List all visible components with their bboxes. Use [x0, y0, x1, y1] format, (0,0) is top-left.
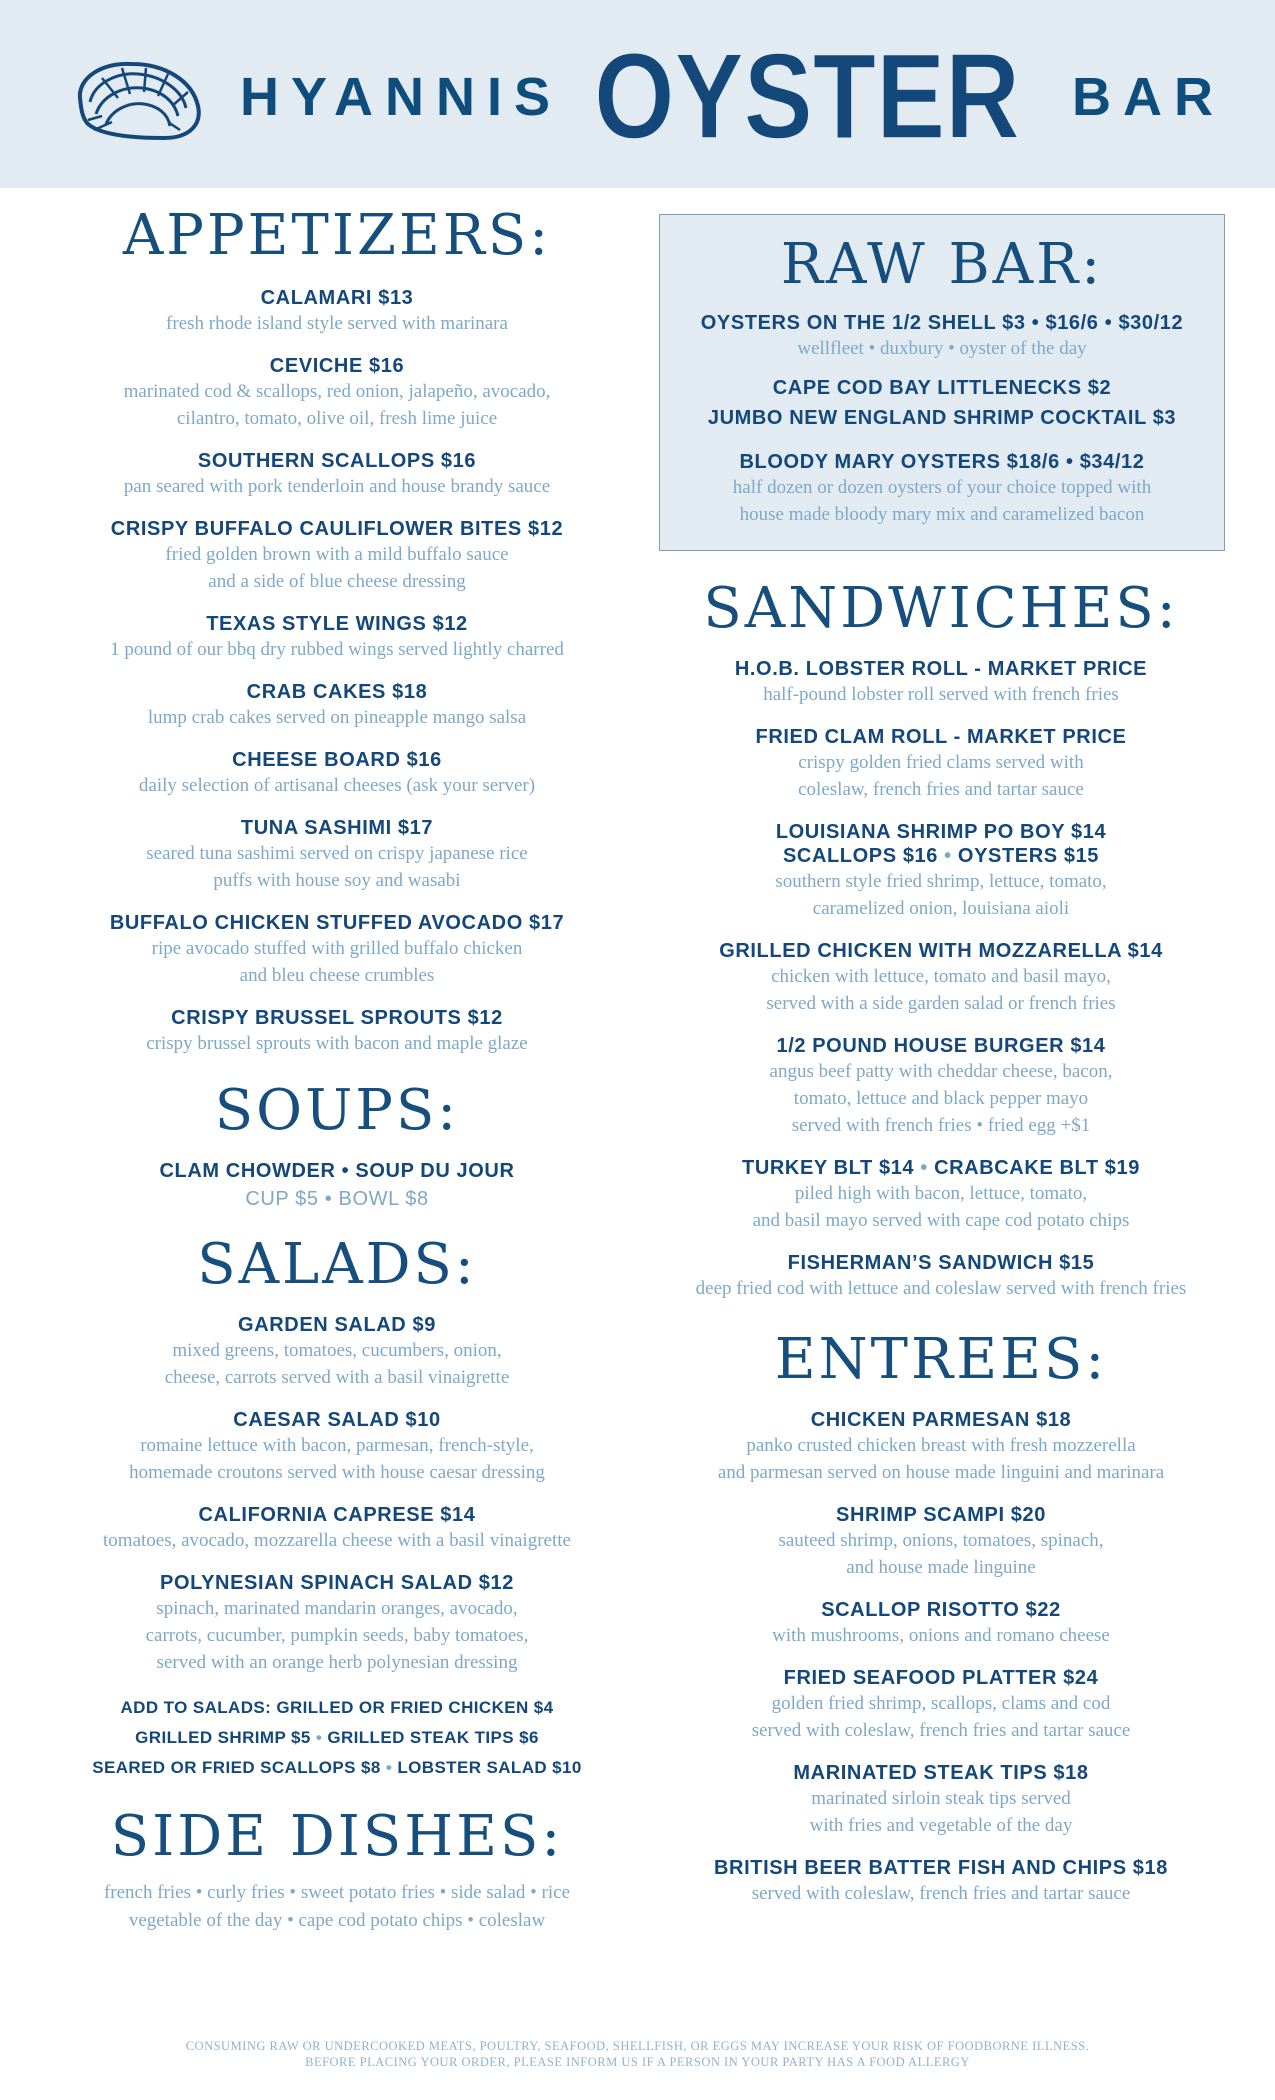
item-description: wellfleet • duxbury • oyster of the day	[797, 338, 1087, 359]
brand-bar: BAR	[1072, 67, 1225, 127]
item-name-text-2a: SCALLOPS $16	[782, 845, 938, 867]
item-description: marinated cod & scallops, red onion, jalapeño, avocado,	[123, 381, 551, 402]
item-name	[40, 1503, 634, 1527]
item-name	[40, 1408, 634, 1432]
raw-bar-box	[659, 214, 1225, 551]
soups-name: CLAM CHOWDER • SOUP DU JOUR	[159, 1160, 515, 1182]
item-description: homemade croutons served with house caesar dressing	[129, 1462, 545, 1483]
item-description: 1 pound of our bbq dry rubbed wings served lightly charred	[110, 639, 564, 660]
item-description: seared tuna sashimi served on crispy japanese rice	[146, 843, 528, 864]
item-description: ripe avocado stuffed with grilled buffalo chicken	[151, 938, 523, 959]
item-name-text: LOUISIANA SHRIMP PO BOY $14	[775, 821, 1107, 843]
menu-item	[40, 612, 634, 663]
item-name-text: CALAMARI $13	[260, 287, 414, 309]
disclaimer-line-1: CONSUMING RAW OR UNDERCOOKED MEATS, POULTRY, SEAFOOD, SHELLFISH, OR EGGS MAY INCREASE YOUR RISK OF FOODBORNE ILLNESS.	[185, 2039, 1090, 2053]
menu-item	[670, 450, 1214, 528]
item-name	[670, 311, 1214, 335]
item-name	[656, 820, 1226, 844]
menu-item	[40, 911, 634, 989]
menu-item	[40, 1408, 634, 1486]
item-name	[656, 1666, 1226, 1690]
appetizers-heading: APPETIZERS:	[122, 203, 552, 268]
item-description: golden fried shrimp, scallops, clams and cod	[771, 1693, 1111, 1714]
item-description: with fries and vegetable of the day	[809, 1815, 1073, 1836]
item-name	[40, 748, 634, 772]
item-description: served with an orange herb polynesian dressing	[156, 1652, 518, 1673]
menu-header	[0, 0, 1275, 188]
item-description: cilantro, tomato, olive oil, fresh lime juice	[176, 408, 498, 429]
item-description: caramelized onion, louisiana aioli	[812, 898, 1070, 919]
item-name	[656, 1503, 1226, 1527]
menu-item	[656, 1666, 1226, 1744]
item-name-text: TEXAS STYLE WINGS $12	[206, 613, 468, 635]
item-name	[40, 354, 634, 378]
right-column	[656, 200, 1226, 1924]
item-name-text: CRISPY BUFFALO CAULIFLOWER BITES $12	[110, 518, 564, 540]
item-description: and house made linguine	[846, 1557, 1036, 1578]
item-description: and a side of blue cheese dressing	[208, 571, 466, 592]
item-description: carrots, cucumber, pumpkin seeds, baby tomatoes,	[145, 1625, 529, 1646]
item-description: deep fried cod with lettuce and coleslaw served with french fries	[695, 1278, 1187, 1299]
menu-item	[40, 680, 634, 731]
menu-item	[656, 1156, 1226, 1234]
item-name-text: TUNA SASHIMI $17	[240, 817, 434, 839]
item-name-text: CHICKEN PARMESAN $18	[810, 1409, 1072, 1431]
item-description: lump crab cakes served on pineapple mango salsa	[147, 707, 527, 728]
menu-item	[40, 1313, 634, 1391]
menu-item	[40, 354, 634, 432]
menu-item	[40, 748, 634, 799]
menu-item	[656, 1856, 1226, 1907]
item-name	[40, 612, 634, 636]
item-description: half-pound lobster roll served with french fries	[763, 684, 1119, 705]
item-description: half dozen or dozen oysters of your choice topped with	[732, 477, 1152, 498]
item-name-text: SCALLOP RISOTTO $22	[821, 1599, 1061, 1621]
menu-item	[656, 1761, 1226, 1839]
item-name	[656, 1156, 1226, 1180]
item-description: and parmesan served on house made linguini and marinara	[717, 1462, 1165, 1483]
item-name-text: CALIFORNIA CAPRESE $14	[198, 1504, 476, 1526]
item-name-text: BLOODY MARY OYSTERS $18/6 • $34/12	[739, 451, 1145, 473]
item-name-text: CEVICHE $16	[269, 355, 405, 377]
item-name-text: MARINATED STEAK TIPS $18	[793, 1762, 1089, 1784]
item-name-text: SHRIMP SCAMPI $20	[836, 1504, 1046, 1526]
salads-heading: SALADS:	[197, 1232, 477, 1297]
item-description: mixed greens, tomatoes, cucumbers, onion,	[172, 1340, 502, 1361]
addon-line-2: GRILLED SHRIMP $5 • GRILLED STEAK TIPS $6	[135, 1728, 539, 1747]
item-description: cheese, carrots served with a basil vinaigrette	[164, 1367, 510, 1388]
appetizers-list	[40, 286, 634, 1057]
soups-heading: SOUPS:	[214, 1078, 460, 1143]
brand-hyannis: HYANNIS	[240, 67, 563, 127]
item-name	[656, 939, 1226, 963]
side-dishes-heading: SIDE DISHES:	[110, 1804, 564, 1869]
menu-item	[670, 311, 1214, 362]
item-name-text: JUMBO NEW ENGLAND SHRIMP COCKTAIL $3	[707, 407, 1177, 429]
item-description: served with a side garden salad or french fries	[766, 993, 1116, 1014]
item-name-text: FRIED SEAFOOD PLATTER $24	[783, 1667, 1099, 1689]
item-name-text: FISHERMAN’S SANDWICH $15	[787, 1252, 1095, 1274]
item-description: fresh rhode island style served with marinara	[166, 313, 508, 334]
item-description: coleslaw, french fries and tartar sauce	[798, 779, 1084, 800]
item-description: and basil mayo served with cape cod potato chips	[752, 1210, 1130, 1231]
item-description: chicken with lettuce, tomato and basil mayo,	[771, 966, 1111, 987]
item-name-text-2b: OYSTERS $15	[957, 845, 1100, 867]
brand-oyster	[592, 28, 1022, 164]
item-description: crispy golden fried clams served with	[798, 752, 1084, 773]
item-description: tomatoes, avocado, mozzarella cheese with a basil vinaigrette	[103, 1530, 571, 1551]
item-name-text: OYSTERS ON THE 1/2 SHELL $3 • $16/6 • $30/12	[700, 312, 1184, 334]
item-name-text: CRISPY BRUSSEL SPROUTS $12	[171, 1007, 503, 1029]
item-name	[656, 1598, 1226, 1622]
item-description: romaine lettuce with bacon, parmesan, french-style,	[140, 1435, 534, 1456]
item-name-text: TURKEY BLT $14	[742, 1157, 915, 1179]
item-name-line-2	[656, 844, 1226, 868]
addon-line-3: SEARED OR FRIED SCALLOPS $8 • LOBSTER SALAD $10	[92, 1758, 582, 1777]
item-name	[40, 449, 634, 473]
item-description: served with coleslaw, french fries and tartar sauce	[751, 1720, 1131, 1741]
item-name-text: BRITISH BEER BATTER FISH AND CHIPS $18	[714, 1857, 1168, 1879]
item-name	[670, 406, 1214, 430]
item-name-text: GARDEN SALAD $9	[238, 1314, 436, 1336]
item-name-text: SOUTHERN SCALLOPS $16	[197, 450, 477, 472]
item-description: southern style fried shrimp, lettuce, tomato,	[775, 871, 1107, 892]
item-description: served with french fries • fried egg +$1	[791, 1115, 1091, 1136]
item-description: and bleu cheese crumbles	[239, 965, 435, 986]
item-name-text: H.O.B. LOBSTER ROLL - MARKET PRICE	[734, 658, 1148, 680]
sandwiches-list	[656, 657, 1226, 1302]
item-description: puffs with house soy and wasabi	[213, 870, 461, 891]
item-name	[40, 911, 634, 935]
menu-item	[670, 376, 1214, 400]
item-description: daily selection of artisanal cheeses (ask your server)	[138, 775, 536, 796]
item-name	[656, 1034, 1226, 1058]
allergy-disclaimer	[0, 2038, 1275, 2070]
menu-item	[40, 1006, 634, 1057]
menu-item	[656, 1034, 1226, 1139]
item-description: with mushrooms, onions and romano cheese	[772, 1625, 1110, 1646]
item-description: tomato, lettuce and black pepper mayo	[793, 1088, 1089, 1109]
entrees-heading: ENTREES:	[774, 1327, 1108, 1392]
item-name-text: BUFFALO CHICKEN STUFFED AVOCADO $17	[109, 912, 565, 934]
raw-bar-list	[670, 311, 1214, 528]
menu-item	[656, 657, 1226, 708]
item-description: crispy brussel sprouts with bacon and maple glaze	[146, 1033, 528, 1054]
item-description: marinated sirloin steak tips served	[811, 1788, 1071, 1809]
item-name-text: CAESAR SALAD $10	[233, 1409, 441, 1431]
disclaimer-line-2: BEFORE PLACING YOUR ORDER, PLEASE INFORM US IF A PERSON IN YOUR PARTY HAS A FOOD ALLERGY	[305, 2055, 970, 2069]
menu-item	[40, 1503, 634, 1554]
side-dishes-line-2: vegetable of the day • cape cod potato chips • coleslaw	[128, 1910, 546, 1931]
item-description: sauteed shrimp, onions, tomatoes, spinach,	[778, 1530, 1104, 1551]
item-name	[40, 1571, 634, 1595]
item-name-text: 1/2 POUND HOUSE BURGER $14	[776, 1035, 1106, 1057]
item-description: house made bloody mary mix and caramelized bacon	[739, 504, 1145, 525]
item-name	[656, 1856, 1226, 1880]
oyster-shell-icon	[72, 58, 204, 142]
item-description: panko crusted chicken breast with fresh mozzerella	[746, 1435, 1136, 1456]
item-name-text: POLYNESIAN SPINACH SALAD $12	[160, 1572, 514, 1594]
menu-item	[670, 406, 1214, 430]
raw-bar-heading: RAW BAR:	[780, 232, 1104, 297]
item-name	[656, 1408, 1226, 1432]
item-name	[656, 1761, 1226, 1785]
soups-price: CUP $5 • BOWL $8	[245, 1188, 429, 1210]
item-name-separator: •	[914, 1157, 935, 1179]
item-name	[40, 286, 634, 310]
item-description: angus beef patty with cheddar cheese, bacon,	[769, 1061, 1113, 1082]
item-description: fried golden brown with a mild buffalo sauce	[165, 544, 509, 565]
menu-item	[40, 517, 634, 595]
item-name	[670, 376, 1214, 400]
item-name-text-b: CRABCAKE BLT $19	[934, 1157, 1140, 1179]
item-name	[40, 680, 634, 704]
item-name	[656, 725, 1226, 749]
item-description: served with coleslaw, french fries and tartar sauce	[751, 1883, 1131, 1904]
item-name	[656, 1251, 1226, 1275]
addon-line-1: ADD TO SALADS: GRILLED OR FRIED CHICKEN $4	[120, 1698, 554, 1717]
entrees-list	[656, 1408, 1226, 1907]
item-name	[40, 1313, 634, 1337]
menu-item	[40, 1571, 634, 1676]
side-dishes-line-1: french fries • curly fries • sweet potato fries • side salad • rice	[103, 1882, 571, 1903]
item-name	[40, 517, 634, 541]
item-name	[40, 1006, 634, 1030]
menu-item	[40, 286, 634, 337]
menu-item	[656, 820, 1226, 922]
left-column	[40, 200, 634, 1935]
menu-item	[656, 1598, 1226, 1649]
item-name	[670, 450, 1214, 474]
item-name-text: CRAB CAKES $18	[246, 681, 428, 703]
sandwiches-heading: SANDWICHES:	[703, 576, 1179, 641]
item-name-separator: •	[938, 845, 958, 867]
item-name-text: FRIED CLAM ROLL - MARKET PRICE	[755, 726, 1127, 748]
svg-text:OYSTER: OYSTER	[594, 28, 1020, 164]
item-name-text: CAPE COD BAY LITTLENECKS $2	[772, 377, 1112, 399]
item-name	[40, 816, 634, 840]
menu-item	[656, 1503, 1226, 1581]
menu-item	[656, 725, 1226, 803]
item-name	[656, 657, 1226, 681]
item-description: piled high with bacon, lettuce, tomato,	[794, 1183, 1088, 1204]
salad-addons	[40, 1693, 634, 1783]
item-description: pan seared with pork tenderloin and house brandy sauce	[123, 476, 551, 497]
menu-item	[40, 816, 634, 894]
salads-list	[40, 1313, 634, 1676]
item-name-text: CHEESE BOARD $16	[232, 749, 442, 771]
menu-item	[656, 939, 1226, 1017]
menu-item	[656, 1408, 1226, 1486]
menu-item	[656, 1251, 1226, 1302]
item-description: spinach, marinated mandarin oranges, avocado,	[156, 1598, 518, 1619]
menu-item	[40, 449, 634, 500]
item-name-text: GRILLED CHICKEN WITH MOZZARELLA $14	[719, 940, 1163, 962]
